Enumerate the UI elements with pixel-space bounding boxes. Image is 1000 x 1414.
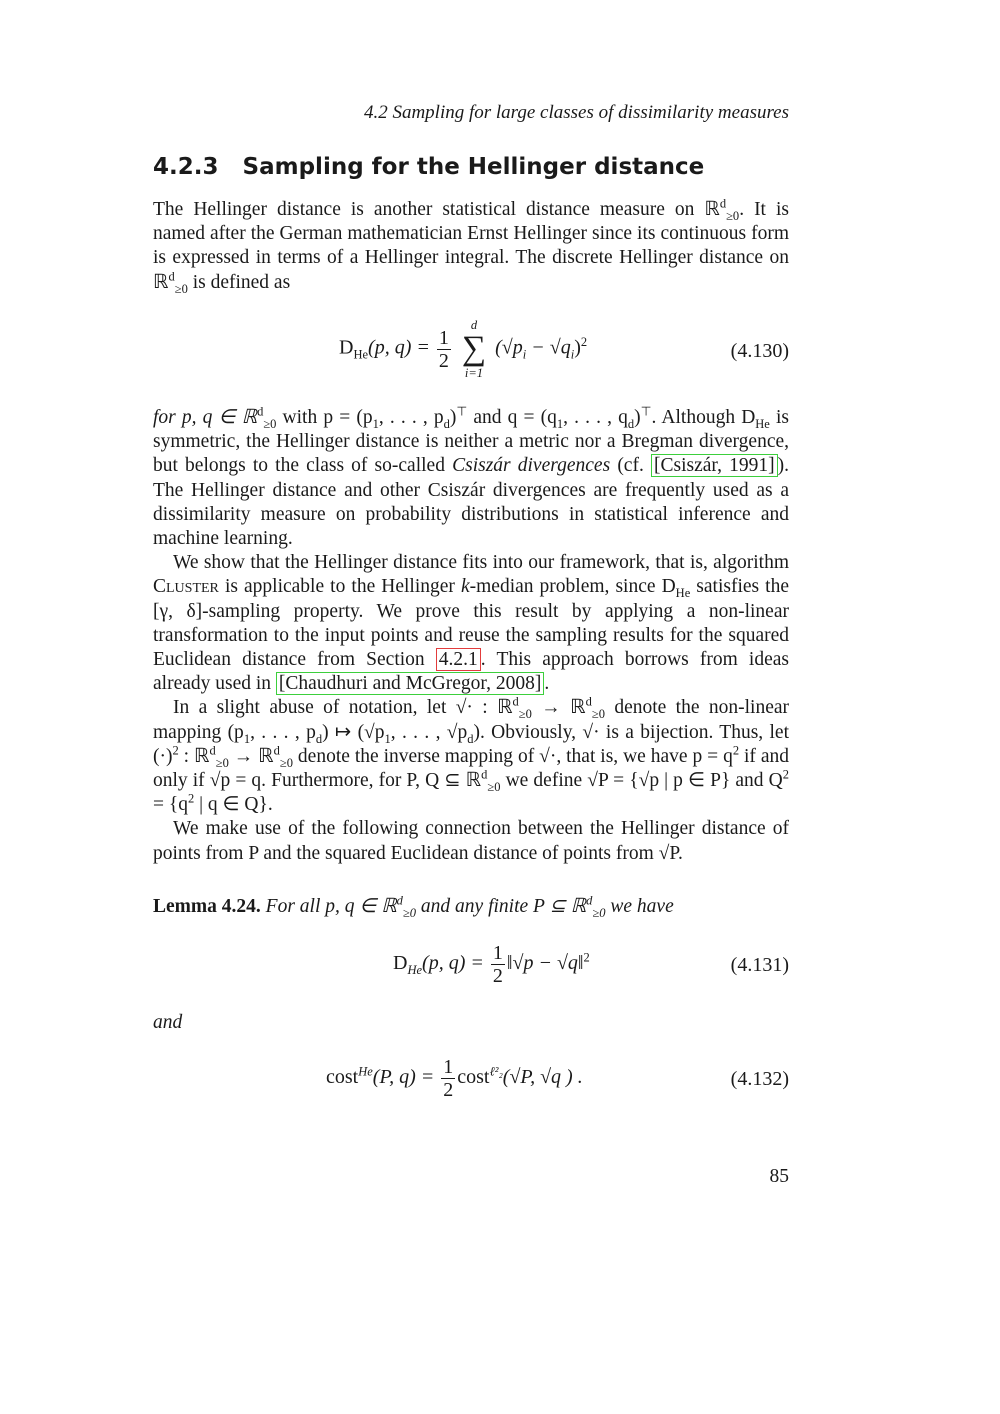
- and-text: and: [153, 1012, 183, 1033]
- section-title: [153, 154, 704, 180]
- paragraph-symmetry: for p, q ∈ ℝ$^d_{\ge 0}$ with $p = (p_1$, . . . , $p_d)^⊤$ and $q = (q_1$, . . . , $q_d)^⊤$. Although $D_{He}$ is symmetric, the Hellinger distance is neither a metric nor a Bregman divergence, but belongs to the class of so-called Csiszár divergences (cf. [Csiszár, 1991] ). The Hellinger distance and other Csiszár divergences are frequently used as a dissimilarity measure on probability distributions in statistical inference and machine learning. We show that the Hellinger distance fits into our framework, that is, algorithm Cluster is applicable to the Hellinger k-median problem, since $D_{He}$ satisfies the [γ, δ]-sampling property. We prove this result by applying a non-linear transformation to the input points and reuse the sampling results for the squared Euclidean distance from Section 4.2.1 . This approach borrows from ideas already used in [Chaudhuri and McGregor, 2008] . In a slight abuse of notation, let √· : ℝ$^d_{\ge 0}$ → ℝ$^d_{\ge 0}$ denote the non-linear mapping ($p_1$, . . . , $p_d$) ↦ ($√p_1$, . . . , $√p_d$). Obviously, √· is a bijection. Thus, let $(\cdot)^2$ : ℝ$^d_{\ge 0}$ → ℝ$^d_{\ge 0}$ denote the inverse mapping of √·, that is, we have $p = q^2$ if and only if √p = q. Furthermore, for P, Q ⊆ ℝ$^d_{\ge 0}$ we define √P = {√p | p ∈ P} and $Q^2 = \{q^2$ | q ∈ Q}. We make use of the following connection between the Hellinger distance of points from P and the squared Euclidean distance of points from √P.: [153, 404, 790, 864]
- formula-hellinger-euclidean: $D_{He}(p$, q) = $\frac{1}{2}$ ‖√p − √q‖$^2$: [393, 942, 590, 987]
- equation-4-131: [153, 942, 789, 992]
- section-ref-link[interactable]: 4.2.1: [436, 648, 481, 671]
- intro-paragraph: The Hellinger distance is another statistical distance measure on ℝ$^d_{\ge 0}$. It is named after the German mathematician Ernst Hellinger since its continuous form is expressed in terms of a Hellinger integral. The discrete Hellinger distance on ℝ$^d_{\ge 0}$ is defined as: [153, 196, 789, 296]
- section-heading: Sampling for the Hellinger distance: [242, 154, 705, 180]
- citation-link-chaudhuri[interactable]: [Chaudhuri and McGregor, 2008]: [276, 672, 544, 695]
- equation-number: (4.131): [730, 954, 789, 976]
- formula-cost-relation: cost$^{He}$(P, q) = $\frac{1}{2}$ cost$^{\ell^2_2}$(√P, √q ) .: [326, 1056, 583, 1101]
- lemma-label: Lemma 4.24.: [153, 896, 261, 917]
- page-number: 85: [769, 1166, 789, 1187]
- citation-link-csiszar[interactable]: [Csiszár, 1991]: [651, 454, 778, 477]
- equation-4-132: [153, 1056, 789, 1106]
- section-number: 4.2.3: [153, 154, 219, 180]
- formula-hellinger-definition: $D_{He}(p$, q) = $\frac{1}{2}$ d ∑ i=1 $(√p_i - √q_i)^2$: [339, 318, 588, 380]
- running-head: 4.2 Sampling for large classes of dissimilarity measures: [363, 102, 789, 123]
- equation-number: (4.130): [730, 340, 789, 362]
- equation-number: (4.132): [730, 1068, 789, 1090]
- equation-4-130: [153, 318, 789, 388]
- lemma-statement: Lemma 4.24. For all p, q ∈ ℝ$^d_{\ge 0}$ and any finite P ⊆ ℝ$^d_{\ge 0}$ we have: [153, 893, 674, 920]
